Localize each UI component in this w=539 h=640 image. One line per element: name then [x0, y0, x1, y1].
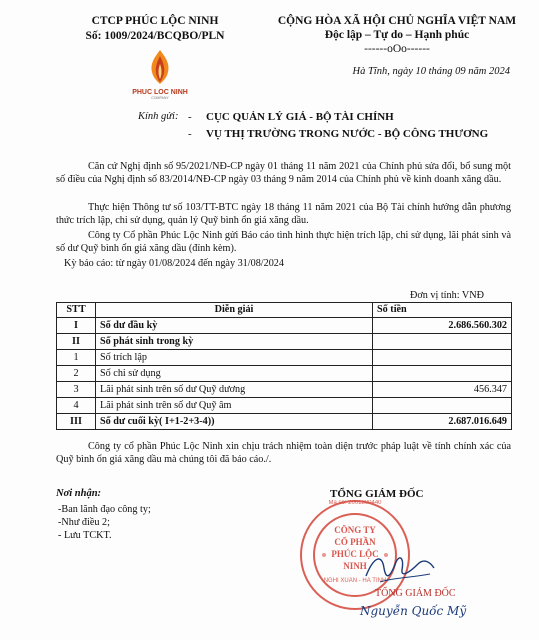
row-amount: 2.686.560.302 — [373, 318, 512, 334]
fund-table — [56, 302, 512, 430]
nation-header — [262, 14, 532, 56]
row-stt: I — [57, 318, 96, 334]
logo-subtext: COMPANY — [151, 96, 169, 100]
row-description: Lãi phát sinh trên số dư Quỹ dương — [96, 382, 373, 398]
row-stt: II — [57, 334, 96, 350]
company-header — [55, 14, 255, 44]
nation-title: CỘNG HÒA XÃ HỘI CHỦ NGHĨA VIỆT NAM — [277, 15, 517, 27]
company-name: CTCP PHÚC LỘC NINH — [91, 15, 219, 27]
closing-statement: Công ty cổ phần Phúc Lộc Ninh xin chịu trách nhiệm toàn diện trước pháp luật về tính chính xác của Quỹ bình ổn giá xăng dầu mà chúng tôi đã báo cáo./. — [56, 441, 511, 466]
document-number: Số: 1009/2024/BCQBO/PLN — [85, 30, 225, 42]
row-amount: 456.347 — [373, 382, 512, 398]
row-amount — [373, 366, 512, 382]
director-title: TỔNG GIÁM ĐỐC — [330, 488, 424, 500]
row-stt: 1 — [57, 350, 96, 366]
receivers-heading: Nơi nhận: — [56, 488, 102, 499]
table-row — [57, 414, 512, 430]
row-stt: 2 — [57, 366, 96, 382]
currency-unit: Đơn vị tính: VNĐ — [410, 290, 484, 301]
row-amount: 2.687.016.649 — [373, 414, 512, 430]
document-date: Hà Tĩnh, ngày 10 tháng 09 năm 2024 — [352, 66, 510, 77]
table-row — [57, 334, 512, 350]
signature-icon — [360, 548, 440, 588]
stamp-number: Mã số: 2001800440 — [328, 500, 382, 506]
table-row — [57, 318, 512, 334]
table-row — [57, 350, 512, 366]
table-header-row — [57, 303, 512, 318]
column-header: Diễn giải — [96, 303, 373, 318]
table-row — [57, 398, 512, 414]
receiver-item: - Lưu TCKT. — [58, 530, 112, 541]
signer-name: Nguyễn Quốc Mỹ — [360, 604, 467, 618]
row-description: Số dư cuối kỳ( I+1-2+3-4)) — [96, 414, 373, 430]
nation-divider: ------oOo------ — [364, 43, 430, 55]
receiver-item: -Ban lãnh đạo công ty; — [58, 504, 151, 515]
recipient-item: - CỤC QUẢN LÝ GIÁ - BỘ TÀI CHÍNH — [188, 111, 394, 123]
receiver-item: -Như điều 2; — [58, 517, 110, 528]
row-description: Số dư đầu kỳ — [96, 318, 373, 334]
table-row — [57, 366, 512, 382]
row-amount — [373, 398, 512, 414]
stamp-text: CÔNG TY CỔ PHẦN PHÚC LỘC NINH — [331, 525, 379, 571]
row-amount — [373, 350, 512, 366]
column-header: STT — [57, 303, 96, 318]
row-description: Số phát sinh trong kỳ — [96, 334, 373, 350]
row-stt: III — [57, 414, 96, 430]
paragraph-report-period: Kỳ báo cáo: từ ngày 01/08/2024 đến ngày 31/08/2024 — [64, 258, 284, 269]
stamp-place: NGHI XUÂN - HÀ TĨNH — [323, 578, 387, 584]
row-stt: 4 — [57, 398, 96, 414]
recipient-item: - VỤ THỊ TRƯỜNG TRONG NƯỚC - BỘ CÔNG THƯƠNG — [188, 128, 489, 140]
company-logo — [120, 48, 200, 108]
paragraph-report-intro: Công ty Cổ phần Phúc Lộc Ninh gửi Báo cáo tình hình thực hiện trích lập, chi sử dụng, lãi phát sinh và số dư Quỹ bình ổn giá xăng dầu (đính kèm). — [56, 230, 511, 255]
column-header: Số tiền — [373, 303, 512, 318]
flame-logo-icon — [140, 48, 180, 86]
paragraph-circular: Thực hiện Thông tư số 103/TT-BTC ngày 18 tháng 11 năm 2021 của Bộ Tài chính hướng dẫn phương thức trích lập, chi sử dụng, quản lý Quỹ bình ổn giá xăng dầu. — [56, 202, 511, 227]
recipients-label: Kính gửi: — [138, 111, 179, 122]
row-description: Số trích lập — [96, 350, 373, 366]
paragraph-legal-basis: Căn cứ Nghị định số 95/2021/NĐ-CP ngày 01 tháng 11 năm 2021 của Chính phủ sửa đổi, bổ sung một số điều của Nghị định số 83/2014/NĐ-CP ngày 03 tháng 9 năm 2014 của Chính phủ về kinh doanh xăng dầu. — [56, 161, 511, 186]
nation-motto: Độc lập – Tự do – Hạnh phúc — [324, 29, 470, 41]
row-description: Lãi phát sinh trên số dư Quỹ âm — [96, 398, 373, 414]
row-stt: 3 — [57, 382, 96, 398]
table-row — [57, 382, 512, 398]
stamp-title: TỔNG GIÁM ĐỐC — [375, 588, 456, 599]
row-description: Số chi sử dụng — [96, 366, 373, 382]
logo-text: PHUC LOC NINH — [132, 89, 188, 96]
row-amount — [373, 334, 512, 350]
